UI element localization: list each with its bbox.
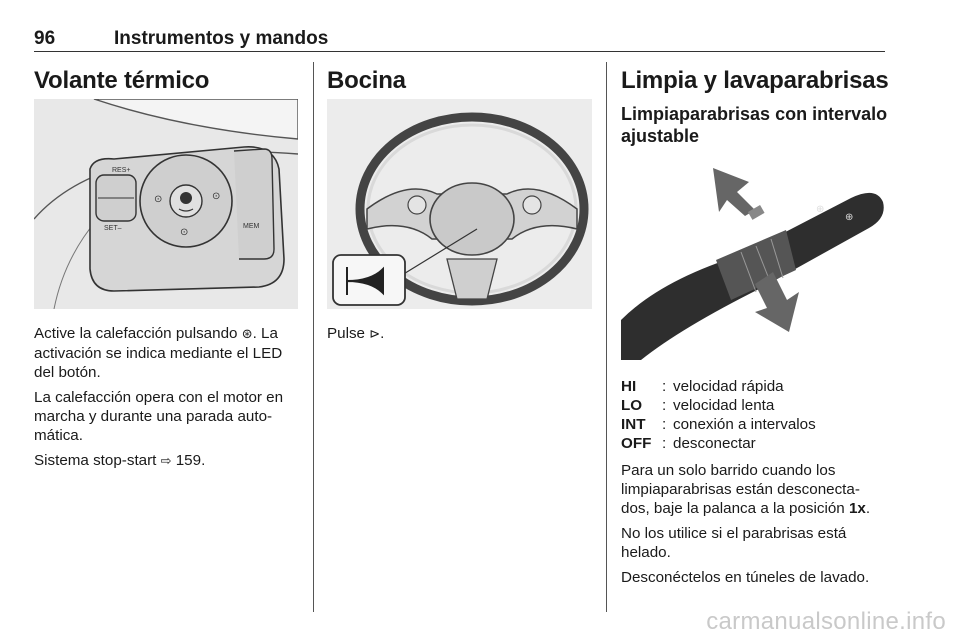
res-label: RES+ <box>112 167 131 174</box>
column-divider-1 <box>313 62 314 612</box>
column-divider-2 <box>606 62 607 612</box>
section-title-limpia: Limpia y lavaparabrisas <box>621 67 889 94</box>
heated-steering-wheel-icon: ⊛ <box>241 327 253 342</box>
header-title: Instrumentos y mandos <box>114 28 329 49</box>
page-reference-arrow-icon: ⇨ <box>160 454 172 469</box>
steering-wheel-controls-illustration <box>34 99 298 309</box>
section-subtitle: Limpiaparabrisas con intervalo ajustable <box>621 104 888 146</box>
svg-text:⊕: ⊕ <box>845 212 854 223</box>
col1-paragraph-3: Sistema stop-start ⇨ 159. <box>34 452 206 469</box>
wiper-lever-illustration <box>621 160 885 360</box>
svg-text:⊙: ⊙ <box>212 191 221 202</box>
col3-paragraph-1: Para un solo barrido cuando los limpiaparabrisas están desconecta-dos, baje la palanca a la posición 1x. <box>621 462 871 517</box>
set-label: SET– <box>104 225 122 232</box>
horn-icon: ⊳ <box>369 327 381 342</box>
page-number: 96 <box>34 28 56 49</box>
col1-paragraph-1: Active la calefacción pulsando ⊛. La activación se indica mediante el LED del botón. <box>34 325 283 381</box>
svg-text:⊙: ⊙ <box>154 194 163 205</box>
steering-wheel-horn-illustration <box>327 99 592 309</box>
section-title-bocina: Bocina <box>327 67 406 94</box>
col1-text <box>34 324 298 471</box>
svg-text:⊕: ⊕ <box>816 204 825 215</box>
svg-text:⊙: ⊙ <box>180 227 189 238</box>
wiper-lever-figure <box>621 160 885 360</box>
col3-text <box>621 461 887 587</box>
header-rule <box>34 51 885 52</box>
col3-paragraph-3: Desconéctelos en túneles de lavado. <box>621 569 870 586</box>
watermark: carmanualsonline.info <box>706 608 946 635</box>
col1-paragraph-2: La calefacción opera con el motor en marcha y durante una parada auto-mática. <box>34 389 284 444</box>
wiper-definitions: HI : velocidad rápida LO : velocidad lenta INT : conexión a intervalos OFF : desconectar <box>621 378 816 452</box>
mem-label: MEM <box>243 223 260 230</box>
section-title-volante-termico: Volante térmico <box>34 67 210 94</box>
steering-wheel-controls-figure <box>34 99 298 309</box>
col3-paragraph-2: No los utilice si el parabrisas está helado. <box>621 525 847 561</box>
col2-paragraph-1: Pulse ⊳. <box>327 325 385 342</box>
horn-figure <box>327 99 592 309</box>
